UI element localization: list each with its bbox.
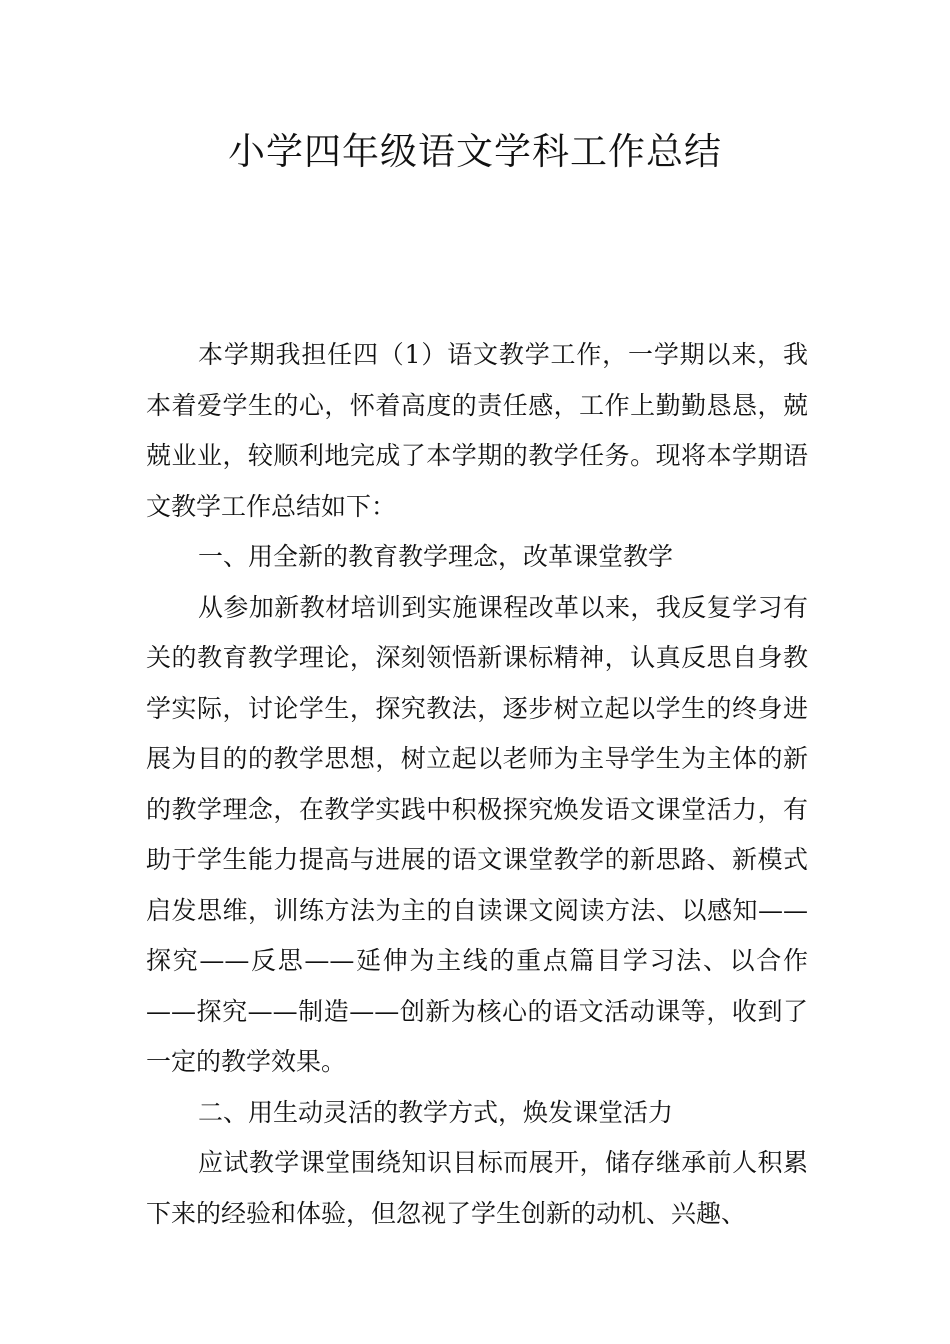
section-1-paragraph: 从参加新教材培训到实施课程改革以来，我反复学习有关的教育教学理论，深刻领悟新课标精神，认真反思自身教学实际，讨论学生，探究教法，逐步树立起以学生的终身进展为目的的教学思想，树立起以老师为主导学生为主体的新的教学理念，在教学实践中积极探究焕发语文课堂活力，有助于学生能力提高与进展的语文课堂教学的新思路、新模式启发思维，训练方法为主的自读课文阅读方法、以感知——探究——反思——延伸为主线的重点篇目学习法、以合作——探究——制造——创新为核心的语文活动课等，收到了一定的教学效果。 [146, 592, 808, 1076]
section-2-paragraph: 应试教学课堂围绕知识目标而展开，储存继承前人积累下来的经验和体验，但忽视了学生创新的动机、兴趣、 [146, 1148, 808, 1228]
document-title: 小学四年级语文学科工作总结 [228, 130, 722, 173]
intro-paragraph: 本学期我担任四（1）语文教学工作，一学期以来，我本着爱学生的心，怀着高度的责任感，工作上勤勤恳恳，兢兢业业，较顺利地完成了本学期的教学任务。现将本学期语文教学工作总结如下： [146, 340, 808, 521]
section-2-heading: 二、用生动灵活的教学方式，焕发课堂活力 [198, 1097, 674, 1127]
document-body [146, 330, 808, 1239]
section-1-heading: 一、用全新的教育教学理念，改革课堂教学 [198, 542, 674, 571]
